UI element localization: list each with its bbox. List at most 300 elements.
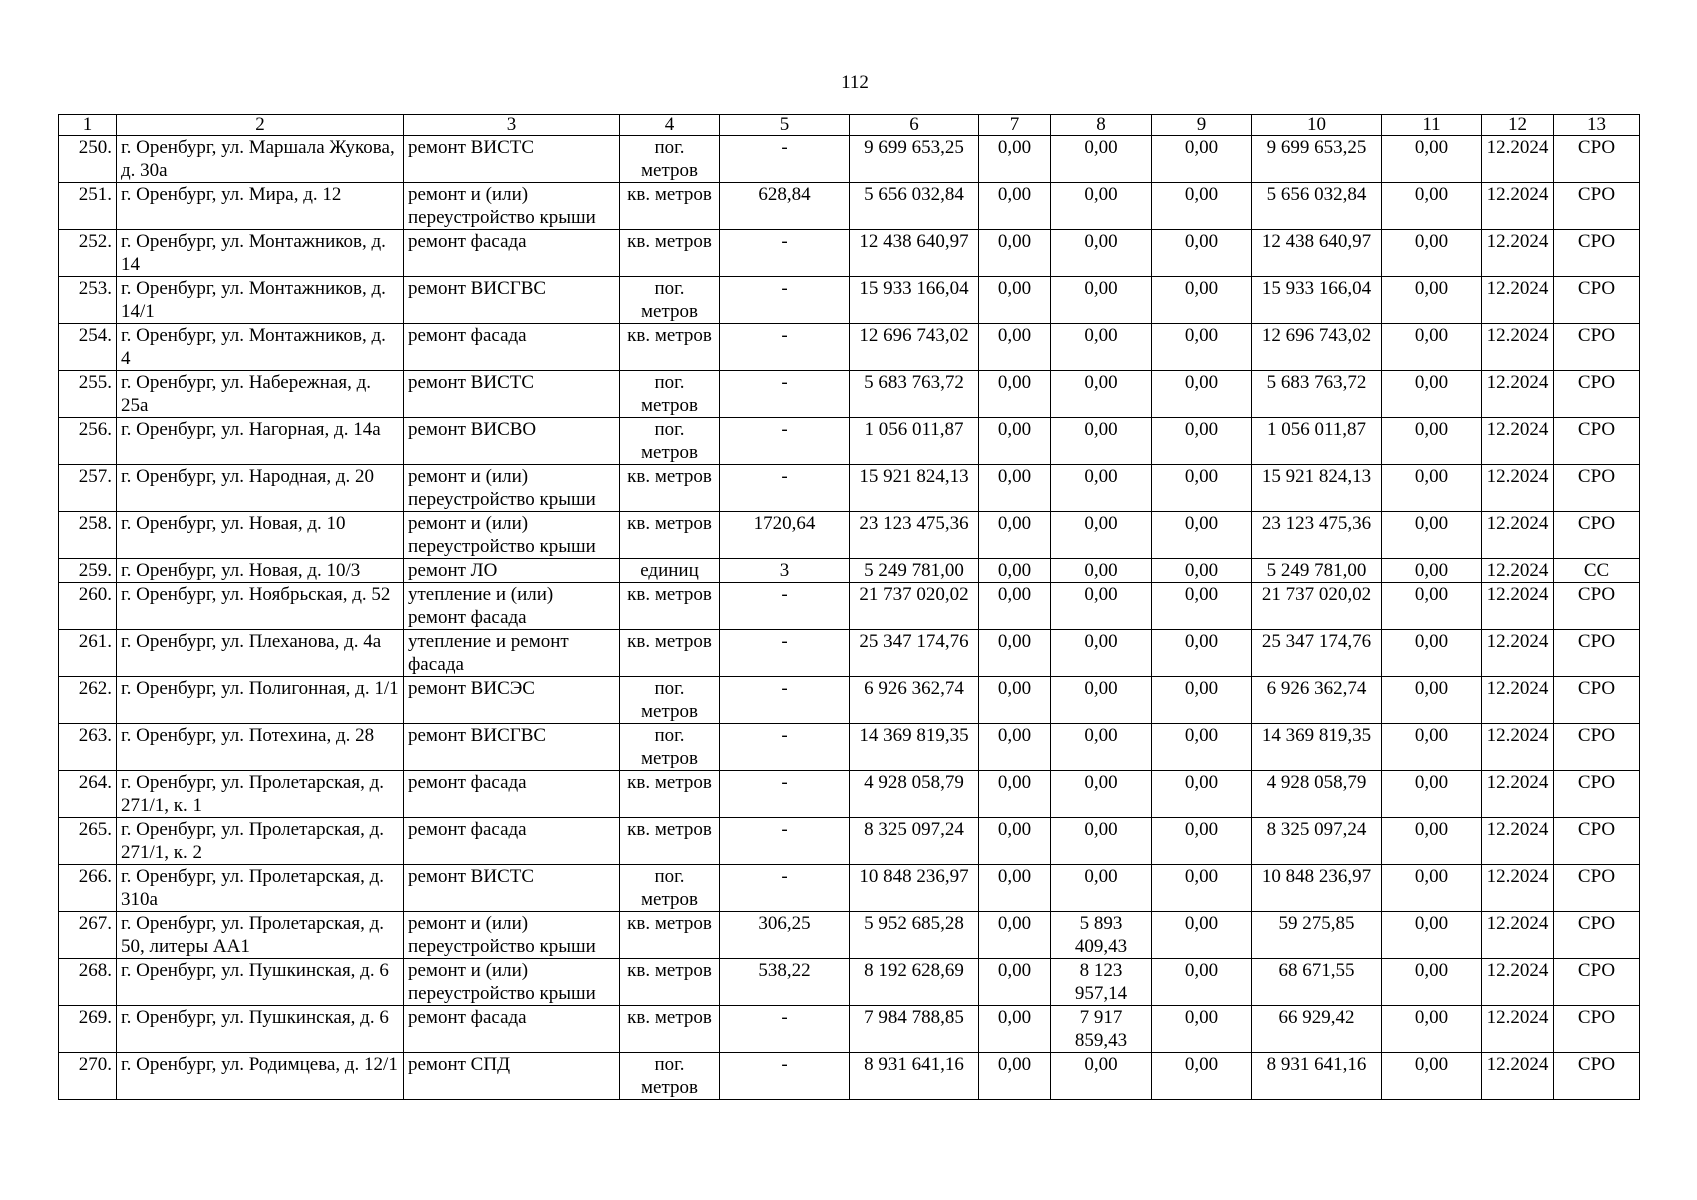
total-cost-cell: 8 325 097,24 xyxy=(850,818,979,865)
work-type-cell: ремонт и (или) переустройство крыши xyxy=(404,959,620,1006)
column-header-11: 11 xyxy=(1382,115,1482,136)
local-cost-cell: 0,00 xyxy=(1152,559,1252,583)
budget-cost-cell: 0,00 xyxy=(1051,630,1152,677)
owner-cost-cell: 66 929,42 xyxy=(1252,1006,1382,1053)
budget-cost-cell: 0,00 xyxy=(1051,818,1152,865)
column-header-8: 8 xyxy=(1051,115,1152,136)
volume-cell: - xyxy=(720,418,850,465)
other-cost-cell: 0,00 xyxy=(1382,912,1482,959)
work-type-cell: ремонт ВИСГВС xyxy=(404,724,620,771)
column-header-3: 3 xyxy=(404,115,620,136)
row-number-cell: 262. xyxy=(59,677,117,724)
method-cell: СРО xyxy=(1554,418,1640,465)
other-cost-cell: 0,00 xyxy=(1382,583,1482,630)
local-cost-cell: 0,00 xyxy=(1152,630,1252,677)
total-cost-cell: 5 683 763,72 xyxy=(850,371,979,418)
fund-cost-cell: 0,00 xyxy=(979,230,1051,277)
unit-cell: единиц xyxy=(620,559,720,583)
other-cost-cell: 0,00 xyxy=(1382,418,1482,465)
deadline-cell: 12.2024 xyxy=(1482,771,1554,818)
column-header-5: 5 xyxy=(720,115,850,136)
budget-cost-cell: 7 917 859,43 xyxy=(1051,1006,1152,1053)
total-cost-cell: 23 123 475,36 xyxy=(850,512,979,559)
budget-cost-cell: 0,00 xyxy=(1051,371,1152,418)
table-row xyxy=(59,771,1640,818)
other-cost-cell: 0,00 xyxy=(1382,230,1482,277)
other-cost-cell: 0,00 xyxy=(1382,559,1482,583)
local-cost-cell: 0,00 xyxy=(1152,183,1252,230)
fund-cost-cell: 0,00 xyxy=(979,818,1051,865)
local-cost-cell: 0,00 xyxy=(1152,865,1252,912)
total-cost-cell: 21 737 020,02 xyxy=(850,583,979,630)
unit-cell: пог. метров xyxy=(620,1053,720,1100)
budget-cost-cell: 0,00 xyxy=(1051,724,1152,771)
deadline-cell: 12.2024 xyxy=(1482,418,1554,465)
fund-cost-cell: 0,00 xyxy=(979,583,1051,630)
fund-cost-cell: 0,00 xyxy=(979,912,1051,959)
budget-cost-cell: 0,00 xyxy=(1051,277,1152,324)
work-type-cell: ремонт и (или) переустройство крыши xyxy=(404,465,620,512)
budget-cost-cell: 0,00 xyxy=(1051,865,1152,912)
work-type-cell: утепление и ремонт фасада xyxy=(404,630,620,677)
deadline-cell: 12.2024 xyxy=(1482,230,1554,277)
table-row xyxy=(59,559,1640,583)
deadline-cell: 12.2024 xyxy=(1482,677,1554,724)
total-cost-cell: 9 699 653,25 xyxy=(850,136,979,183)
deadline-cell: 12.2024 xyxy=(1482,724,1554,771)
table-row xyxy=(59,418,1640,465)
other-cost-cell: 0,00 xyxy=(1382,371,1482,418)
address-cell: г. Оренбург, ул. Набережная, д. 25а xyxy=(117,371,404,418)
column-header-13: 13 xyxy=(1554,115,1640,136)
volume-cell: 3 xyxy=(720,559,850,583)
local-cost-cell: 0,00 xyxy=(1152,418,1252,465)
other-cost-cell: 0,00 xyxy=(1382,818,1482,865)
work-type-cell: ремонт фасада xyxy=(404,1006,620,1053)
work-type-cell: ремонт фасада xyxy=(404,324,620,371)
deadline-cell: 12.2024 xyxy=(1482,959,1554,1006)
fund-cost-cell: 0,00 xyxy=(979,865,1051,912)
row-number-cell: 253. xyxy=(59,277,117,324)
owner-cost-cell: 15 921 824,13 xyxy=(1252,465,1382,512)
budget-cost-cell: 0,00 xyxy=(1051,559,1152,583)
local-cost-cell: 0,00 xyxy=(1152,724,1252,771)
row-number-cell: 270. xyxy=(59,1053,117,1100)
work-type-cell: ремонт ВИСТС xyxy=(404,371,620,418)
local-cost-cell: 0,00 xyxy=(1152,465,1252,512)
budget-cost-cell: 0,00 xyxy=(1051,324,1152,371)
other-cost-cell: 0,00 xyxy=(1382,959,1482,1006)
unit-cell: кв. метров xyxy=(620,912,720,959)
budget-cost-cell: 0,00 xyxy=(1051,677,1152,724)
unit-cell: кв. метров xyxy=(620,183,720,230)
table-row xyxy=(59,818,1640,865)
owner-cost-cell: 12 438 640,97 xyxy=(1252,230,1382,277)
method-cell: СРО xyxy=(1554,818,1640,865)
local-cost-cell: 0,00 xyxy=(1152,1006,1252,1053)
work-type-cell: ремонт СПД xyxy=(404,1053,620,1100)
table-row xyxy=(59,583,1640,630)
deadline-cell: 12.2024 xyxy=(1482,1053,1554,1100)
total-cost-cell: 6 926 362,74 xyxy=(850,677,979,724)
method-cell: СРО xyxy=(1554,230,1640,277)
table-row xyxy=(59,277,1640,324)
method-cell: СРО xyxy=(1554,583,1640,630)
table-row xyxy=(59,183,1640,230)
budget-cost-cell: 0,00 xyxy=(1051,583,1152,630)
fund-cost-cell: 0,00 xyxy=(979,371,1051,418)
header-row xyxy=(59,115,1640,136)
fund-cost-cell: 0,00 xyxy=(979,465,1051,512)
unit-cell: кв. метров xyxy=(620,230,720,277)
local-cost-cell: 0,00 xyxy=(1152,677,1252,724)
column-header-2: 2 xyxy=(117,115,404,136)
method-cell: СРО xyxy=(1554,771,1640,818)
volume-cell: - xyxy=(720,324,850,371)
other-cost-cell: 0,00 xyxy=(1382,277,1482,324)
row-number-cell: 258. xyxy=(59,512,117,559)
fund-cost-cell: 0,00 xyxy=(979,277,1051,324)
work-type-cell: ремонт ВИСЭС xyxy=(404,677,620,724)
budget-cost-cell: 0,00 xyxy=(1051,465,1152,512)
fund-cost-cell: 0,00 xyxy=(979,959,1051,1006)
unit-cell: пог. метров xyxy=(620,371,720,418)
address-cell: г. Оренбург, ул. Новая, д. 10/3 xyxy=(117,559,404,583)
deadline-cell: 12.2024 xyxy=(1482,277,1554,324)
other-cost-cell: 0,00 xyxy=(1382,512,1482,559)
row-number-cell: 261. xyxy=(59,630,117,677)
method-cell: СРО xyxy=(1554,1053,1640,1100)
total-cost-cell: 12 438 640,97 xyxy=(850,230,979,277)
budget-cost-cell: 0,00 xyxy=(1051,771,1152,818)
budget-cost-cell: 0,00 xyxy=(1051,183,1152,230)
budget-cost-cell: 5 893 409,43 xyxy=(1051,912,1152,959)
fund-cost-cell: 0,00 xyxy=(979,512,1051,559)
unit-cell: пог. метров xyxy=(620,418,720,465)
address-cell: г. Оренбург, ул. Пушкинская, д. 6 xyxy=(117,959,404,1006)
table-row xyxy=(59,912,1640,959)
deadline-cell: 12.2024 xyxy=(1482,818,1554,865)
row-number-cell: 251. xyxy=(59,183,117,230)
method-cell: СРО xyxy=(1554,912,1640,959)
table-row xyxy=(59,1053,1640,1100)
local-cost-cell: 0,00 xyxy=(1152,324,1252,371)
deadline-cell: 12.2024 xyxy=(1482,324,1554,371)
local-cost-cell: 0,00 xyxy=(1152,371,1252,418)
volume-cell: 538,22 xyxy=(720,959,850,1006)
unit-cell: пог. метров xyxy=(620,865,720,912)
fund-cost-cell: 0,00 xyxy=(979,136,1051,183)
local-cost-cell: 0,00 xyxy=(1152,818,1252,865)
unit-cell: кв. метров xyxy=(620,959,720,1006)
owner-cost-cell: 1 056 011,87 xyxy=(1252,418,1382,465)
column-header-4: 4 xyxy=(620,115,720,136)
owner-cost-cell: 68 671,55 xyxy=(1252,959,1382,1006)
repair-table xyxy=(58,114,1640,1100)
other-cost-cell: 0,00 xyxy=(1382,136,1482,183)
unit-cell: кв. метров xyxy=(620,512,720,559)
fund-cost-cell: 0,00 xyxy=(979,418,1051,465)
deadline-cell: 12.2024 xyxy=(1482,371,1554,418)
volume-cell: - xyxy=(720,277,850,324)
unit-cell: пог. метров xyxy=(620,277,720,324)
volume-cell: - xyxy=(720,136,850,183)
address-cell: г. Оренбург, ул. Ноябрьская, д. 52 xyxy=(117,583,404,630)
work-type-cell: утепление и (или) ремонт фасада xyxy=(404,583,620,630)
row-number-cell: 266. xyxy=(59,865,117,912)
other-cost-cell: 0,00 xyxy=(1382,677,1482,724)
table-row xyxy=(59,677,1640,724)
address-cell: г. Оренбург, ул. Монтажников, д. 14/1 xyxy=(117,277,404,324)
fund-cost-cell: 0,00 xyxy=(979,1006,1051,1053)
owner-cost-cell: 9 699 653,25 xyxy=(1252,136,1382,183)
work-type-cell: ремонт ВИСТС xyxy=(404,136,620,183)
row-number-cell: 255. xyxy=(59,371,117,418)
method-cell: СРО xyxy=(1554,959,1640,1006)
address-cell: г. Оренбург, ул. Нагорная, д. 14а xyxy=(117,418,404,465)
unit-cell: кв. метров xyxy=(620,324,720,371)
work-type-cell: ремонт ВИСГВС xyxy=(404,277,620,324)
column-header-9: 9 xyxy=(1152,115,1252,136)
work-type-cell: ремонт и (или) переустройство крыши xyxy=(404,512,620,559)
fund-cost-cell: 0,00 xyxy=(979,559,1051,583)
table-row xyxy=(59,959,1640,1006)
address-cell: г. Оренбург, ул. Плеханова, д. 4а xyxy=(117,630,404,677)
total-cost-cell: 12 696 743,02 xyxy=(850,324,979,371)
local-cost-cell: 0,00 xyxy=(1152,771,1252,818)
work-type-cell: ремонт фасада xyxy=(404,818,620,865)
table-row xyxy=(59,630,1640,677)
total-cost-cell: 15 921 824,13 xyxy=(850,465,979,512)
fund-cost-cell: 0,00 xyxy=(979,630,1051,677)
owner-cost-cell: 8 325 097,24 xyxy=(1252,818,1382,865)
other-cost-cell: 0,00 xyxy=(1382,771,1482,818)
total-cost-cell: 8 931 641,16 xyxy=(850,1053,979,1100)
fund-cost-cell: 0,00 xyxy=(979,724,1051,771)
table-row xyxy=(59,1006,1640,1053)
table-row xyxy=(59,865,1640,912)
work-type-cell: ремонт ВИСТС xyxy=(404,865,620,912)
total-cost-cell: 5 952 685,28 xyxy=(850,912,979,959)
deadline-cell: 12.2024 xyxy=(1482,912,1554,959)
work-type-cell: ремонт фасада xyxy=(404,230,620,277)
deadline-cell: 12.2024 xyxy=(1482,559,1554,583)
owner-cost-cell: 6 926 362,74 xyxy=(1252,677,1382,724)
local-cost-cell: 0,00 xyxy=(1152,959,1252,1006)
budget-cost-cell: 0,00 xyxy=(1051,230,1152,277)
table-row xyxy=(59,230,1640,277)
deadline-cell: 12.2024 xyxy=(1482,865,1554,912)
row-number-cell: 259. xyxy=(59,559,117,583)
total-cost-cell: 4 928 058,79 xyxy=(850,771,979,818)
page-number: 112 xyxy=(841,72,869,93)
address-cell: г. Оренбург, ул. Монтажников, д. 4 xyxy=(117,324,404,371)
total-cost-cell: 7 984 788,85 xyxy=(850,1006,979,1053)
volume-cell: 306,25 xyxy=(720,912,850,959)
owner-cost-cell: 23 123 475,36 xyxy=(1252,512,1382,559)
method-cell: СРО xyxy=(1554,136,1640,183)
address-cell: г. Оренбург, ул. Монтажников, д. 14 xyxy=(117,230,404,277)
total-cost-cell: 14 369 819,35 xyxy=(850,724,979,771)
local-cost-cell: 0,00 xyxy=(1152,136,1252,183)
address-cell: г. Оренбург, ул. Пролетарская, д. 50, литеры АА1 xyxy=(117,912,404,959)
other-cost-cell: 0,00 xyxy=(1382,865,1482,912)
volume-cell: 628,84 xyxy=(720,183,850,230)
owner-cost-cell: 5 249 781,00 xyxy=(1252,559,1382,583)
fund-cost-cell: 0,00 xyxy=(979,1053,1051,1100)
deadline-cell: 12.2024 xyxy=(1482,512,1554,559)
unit-cell: кв. метров xyxy=(620,630,720,677)
fund-cost-cell: 0,00 xyxy=(979,677,1051,724)
total-cost-cell: 5 249 781,00 xyxy=(850,559,979,583)
unit-cell: кв. метров xyxy=(620,583,720,630)
other-cost-cell: 0,00 xyxy=(1382,1006,1482,1053)
row-number-cell: 263. xyxy=(59,724,117,771)
budget-cost-cell: 0,00 xyxy=(1051,136,1152,183)
total-cost-cell: 25 347 174,76 xyxy=(850,630,979,677)
table-row xyxy=(59,136,1640,183)
deadline-cell: 12.2024 xyxy=(1482,1006,1554,1053)
work-type-cell: ремонт фасада xyxy=(404,771,620,818)
volume-cell: - xyxy=(720,1006,850,1053)
row-number-cell: 260. xyxy=(59,583,117,630)
other-cost-cell: 0,00 xyxy=(1382,1053,1482,1100)
row-number-cell: 256. xyxy=(59,418,117,465)
other-cost-cell: 0,00 xyxy=(1382,183,1482,230)
owner-cost-cell: 15 933 166,04 xyxy=(1252,277,1382,324)
volume-cell: - xyxy=(720,724,850,771)
method-cell: СРО xyxy=(1554,677,1640,724)
volume-cell: - xyxy=(720,771,850,818)
row-number-cell: 269. xyxy=(59,1006,117,1053)
other-cost-cell: 0,00 xyxy=(1382,465,1482,512)
total-cost-cell: 1 056 011,87 xyxy=(850,418,979,465)
local-cost-cell: 0,00 xyxy=(1152,230,1252,277)
owner-cost-cell: 10 848 236,97 xyxy=(1252,865,1382,912)
fund-cost-cell: 0,00 xyxy=(979,183,1051,230)
local-cost-cell: 0,00 xyxy=(1152,1053,1252,1100)
table-row xyxy=(59,324,1640,371)
row-number-cell: 264. xyxy=(59,771,117,818)
deadline-cell: 12.2024 xyxy=(1482,183,1554,230)
address-cell: г. Оренбург, ул. Мира, д. 12 xyxy=(117,183,404,230)
total-cost-cell: 8 192 628,69 xyxy=(850,959,979,1006)
method-cell: СРО xyxy=(1554,324,1640,371)
owner-cost-cell: 5 656 032,84 xyxy=(1252,183,1382,230)
budget-cost-cell: 0,00 xyxy=(1051,418,1152,465)
work-type-cell: ремонт ВИСВО xyxy=(404,418,620,465)
deadline-cell: 12.2024 xyxy=(1482,630,1554,677)
other-cost-cell: 0,00 xyxy=(1382,324,1482,371)
volume-cell: - xyxy=(720,230,850,277)
row-number-cell: 250. xyxy=(59,136,117,183)
address-cell: г. Оренбург, ул. Пролетарская, д. 310а xyxy=(117,865,404,912)
local-cost-cell: 0,00 xyxy=(1152,912,1252,959)
table-row xyxy=(59,724,1640,771)
address-cell: г. Оренбург, ул. Полигонная, д. 1/1 xyxy=(117,677,404,724)
total-cost-cell: 15 933 166,04 xyxy=(850,277,979,324)
work-type-cell: ремонт и (или) переустройство крыши xyxy=(404,912,620,959)
volume-cell: - xyxy=(720,465,850,512)
method-cell: СС xyxy=(1554,559,1640,583)
unit-cell: пог. метров xyxy=(620,677,720,724)
owner-cost-cell: 4 928 058,79 xyxy=(1252,771,1382,818)
unit-cell: кв. метров xyxy=(620,771,720,818)
volume-cell: - xyxy=(720,371,850,418)
address-cell: г. Оренбург, ул. Новая, д. 10 xyxy=(117,512,404,559)
unit-cell: пог. метров xyxy=(620,724,720,771)
other-cost-cell: 0,00 xyxy=(1382,630,1482,677)
table-row xyxy=(59,465,1640,512)
local-cost-cell: 0,00 xyxy=(1152,583,1252,630)
volume-cell: - xyxy=(720,865,850,912)
work-type-cell: ремонт и (или) переустройство крыши xyxy=(404,183,620,230)
owner-cost-cell: 25 347 174,76 xyxy=(1252,630,1382,677)
owner-cost-cell: 5 683 763,72 xyxy=(1252,371,1382,418)
address-cell: г. Оренбург, ул. Пушкинская, д. 6 xyxy=(117,1006,404,1053)
unit-cell: кв. метров xyxy=(620,1006,720,1053)
budget-cost-cell: 0,00 xyxy=(1051,1053,1152,1100)
owner-cost-cell: 14 369 819,35 xyxy=(1252,724,1382,771)
owner-cost-cell: 21 737 020,02 xyxy=(1252,583,1382,630)
column-header-6: 6 xyxy=(850,115,979,136)
row-number-cell: 265. xyxy=(59,818,117,865)
method-cell: СРО xyxy=(1554,371,1640,418)
unit-cell: кв. метров xyxy=(620,818,720,865)
method-cell: СРО xyxy=(1554,865,1640,912)
volume-cell: - xyxy=(720,677,850,724)
owner-cost-cell: 8 931 641,16 xyxy=(1252,1053,1382,1100)
table-row xyxy=(59,512,1640,559)
address-cell: г. Оренбург, ул. Пролетарская, д. 271/1, к. 2 xyxy=(117,818,404,865)
method-cell: СРО xyxy=(1554,277,1640,324)
volume-cell: 1720,64 xyxy=(720,512,850,559)
table-body xyxy=(59,115,1640,1100)
table-row xyxy=(59,371,1640,418)
address-cell: г. Оренбург, ул. Пролетарская, д. 271/1, к. 1 xyxy=(117,771,404,818)
local-cost-cell: 0,00 xyxy=(1152,512,1252,559)
column-header-12: 12 xyxy=(1482,115,1554,136)
method-cell: СРО xyxy=(1554,512,1640,559)
unit-cell: кв. метров xyxy=(620,465,720,512)
column-header-7: 7 xyxy=(979,115,1051,136)
unit-cell: пог. метров xyxy=(620,136,720,183)
row-number-cell: 257. xyxy=(59,465,117,512)
deadline-cell: 12.2024 xyxy=(1482,136,1554,183)
total-cost-cell: 5 656 032,84 xyxy=(850,183,979,230)
row-number-cell: 254. xyxy=(59,324,117,371)
volume-cell: - xyxy=(720,818,850,865)
fund-cost-cell: 0,00 xyxy=(979,771,1051,818)
method-cell: СРО xyxy=(1554,465,1640,512)
volume-cell: - xyxy=(720,1053,850,1100)
work-type-cell: ремонт ЛО xyxy=(404,559,620,583)
deadline-cell: 12.2024 xyxy=(1482,583,1554,630)
address-cell: г. Оренбург, ул. Потехина, д. 28 xyxy=(117,724,404,771)
address-cell: г. Оренбург, ул. Маршала Жукова, д. 30а xyxy=(117,136,404,183)
method-cell: СРО xyxy=(1554,1006,1640,1053)
total-cost-cell: 10 848 236,97 xyxy=(850,865,979,912)
other-cost-cell: 0,00 xyxy=(1382,724,1482,771)
deadline-cell: 12.2024 xyxy=(1482,465,1554,512)
fund-cost-cell: 0,00 xyxy=(979,324,1051,371)
method-cell: СРО xyxy=(1554,724,1640,771)
method-cell: СРО xyxy=(1554,630,1640,677)
row-number-cell: 267. xyxy=(59,912,117,959)
row-number-cell: 268. xyxy=(59,959,117,1006)
column-header-1: 1 xyxy=(59,115,117,136)
local-cost-cell: 0,00 xyxy=(1152,277,1252,324)
